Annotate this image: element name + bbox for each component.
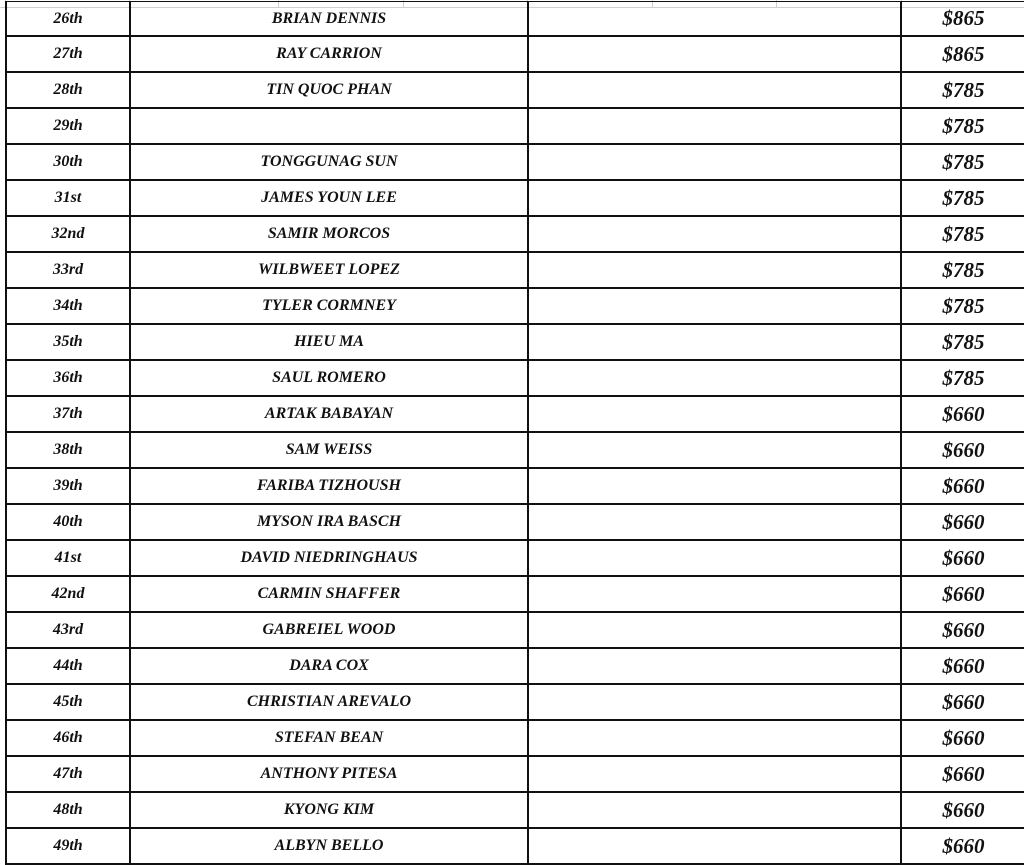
- rank-cell[interactable]: 40th: [6, 504, 130, 540]
- empty-cell[interactable]: [528, 504, 901, 540]
- empty-cell[interactable]: [528, 432, 901, 468]
- table-row[interactable]: [6, 792, 1024, 828]
- table-row[interactable]: [6, 576, 1024, 612]
- empty-cell[interactable]: [528, 684, 901, 720]
- empty-cell[interactable]: [528, 360, 901, 396]
- rank-cell[interactable]: 37th: [6, 396, 130, 432]
- table-row[interactable]: [6, 468, 1024, 504]
- prize-cell[interactable]: $660: [901, 648, 1024, 684]
- empty-cell[interactable]: [528, 612, 901, 648]
- name-cell[interactable]: KYONG KIM: [130, 792, 528, 828]
- empty-cell[interactable]: [528, 144, 901, 180]
- prize-cell[interactable]: $660: [901, 396, 1024, 432]
- name-cell[interactable]: SAM WEISS: [130, 432, 528, 468]
- empty-cell[interactable]: [528, 324, 901, 360]
- rank-cell[interactable]: 39th: [6, 468, 130, 504]
- prize-cell[interactable]: $785: [901, 180, 1024, 216]
- rank-cell[interactable]: 44th: [6, 648, 130, 684]
- empty-cell[interactable]: [528, 720, 901, 756]
- empty-cell[interactable]: [528, 108, 901, 144]
- rank-cell[interactable]: 26th: [6, 2, 130, 37]
- prize-cell[interactable]: $660: [901, 468, 1024, 504]
- table-row[interactable]: [6, 108, 1024, 144]
- empty-cell[interactable]: [528, 36, 901, 72]
- results-table: [5, 1, 1024, 865]
- name-cell[interactable]: TIN QUOC PHAN: [130, 72, 528, 108]
- table-row[interactable]: [6, 144, 1024, 180]
- table-row[interactable]: [6, 612, 1024, 648]
- rank-cell[interactable]: 28th: [6, 72, 130, 108]
- prize-cell[interactable]: $785: [901, 252, 1024, 288]
- prize-cell[interactable]: $785: [901, 216, 1024, 252]
- prize-cell[interactable]: $785: [901, 288, 1024, 324]
- empty-cell[interactable]: [528, 648, 901, 684]
- rank-cell[interactable]: 34th: [6, 288, 130, 324]
- table-row[interactable]: [6, 2, 1024, 37]
- table-row[interactable]: [6, 216, 1024, 252]
- empty-cell[interactable]: [528, 252, 901, 288]
- rank-cell[interactable]: 35th: [6, 324, 130, 360]
- name-cell[interactable]: FARIBA TIZHOUSH: [130, 468, 528, 504]
- prize-cell[interactable]: $660: [901, 792, 1024, 828]
- table-row[interactable]: [6, 288, 1024, 324]
- name-cell[interactable]: STEFAN BEAN: [130, 720, 528, 756]
- table-row[interactable]: [6, 396, 1024, 432]
- prize-cell[interactable]: $785: [901, 108, 1024, 144]
- table-row[interactable]: [6, 540, 1024, 576]
- name-cell[interactable]: CHRISTIAN AREVALO: [130, 684, 528, 720]
- prize-cell[interactable]: $660: [901, 504, 1024, 540]
- rank-cell[interactable]: 46th: [6, 720, 130, 756]
- prize-cell[interactable]: $660: [901, 684, 1024, 720]
- table-row[interactable]: [6, 756, 1024, 792]
- empty-cell[interactable]: [528, 72, 901, 108]
- rank-cell[interactable]: 48th: [6, 792, 130, 828]
- name-cell[interactable]: RAY CARRION: [130, 36, 528, 72]
- prize-cell[interactable]: $660: [901, 720, 1024, 756]
- prize-cell[interactable]: $660: [901, 432, 1024, 468]
- empty-cell[interactable]: [528, 540, 901, 576]
- name-cell[interactable]: TYLER CORMNEY: [130, 288, 528, 324]
- rank-cell[interactable]: 47th: [6, 756, 130, 792]
- name-cell[interactable]: ALBYN BELLO: [130, 828, 528, 864]
- rank-cell[interactable]: 45th: [6, 684, 130, 720]
- rank-cell[interactable]: 36th: [6, 360, 130, 396]
- results-table-body: [6, 2, 1024, 865]
- empty-cell[interactable]: [528, 792, 901, 828]
- prize-cell[interactable]: $785: [901, 324, 1024, 360]
- prize-cell[interactable]: $660: [901, 576, 1024, 612]
- prize-cell[interactable]: $785: [901, 360, 1024, 396]
- rank-cell[interactable]: 33rd: [6, 252, 130, 288]
- prize-cell[interactable]: $785: [901, 72, 1024, 108]
- table-row[interactable]: [6, 648, 1024, 684]
- prize-cell[interactable]: $660: [901, 540, 1024, 576]
- name-cell[interactable]: DAVID NIEDRINGHAUS: [130, 540, 528, 576]
- name-cell[interactable]: JAMES YOUN LEE: [130, 180, 528, 216]
- rank-cell[interactable]: 32nd: [6, 216, 130, 252]
- name-cell[interactable]: MYSON IRA BASCH: [130, 504, 528, 540]
- rank-cell[interactable]: 30th: [6, 144, 130, 180]
- name-cell[interactable]: CARMIN SHAFFER: [130, 576, 528, 612]
- empty-cell[interactable]: [528, 180, 901, 216]
- table-row[interactable]: [6, 432, 1024, 468]
- table-row[interactable]: [6, 828, 1024, 864]
- table-row[interactable]: [6, 684, 1024, 720]
- empty-cell[interactable]: [528, 828, 901, 864]
- name-cell[interactable]: SAUL ROMERO: [130, 360, 528, 396]
- name-cell[interactable]: TONGGUNAG SUN: [130, 144, 528, 180]
- empty-cell[interactable]: [528, 576, 901, 612]
- prize-cell[interactable]: $865: [901, 36, 1024, 72]
- prize-cell[interactable]: $660: [901, 828, 1024, 864]
- rank-cell[interactable]: 42nd: [6, 576, 130, 612]
- prize-cell[interactable]: $660: [901, 612, 1024, 648]
- empty-cell[interactable]: [528, 288, 901, 324]
- table-row[interactable]: [6, 360, 1024, 396]
- name-cell[interactable]: SAMIR MORCOS: [130, 216, 528, 252]
- table-row[interactable]: [6, 180, 1024, 216]
- rank-cell[interactable]: 27th: [6, 36, 130, 72]
- rank-cell[interactable]: 38th: [6, 432, 130, 468]
- empty-cell[interactable]: [528, 216, 901, 252]
- table-row[interactable]: [6, 252, 1024, 288]
- rank-cell[interactable]: 49th: [6, 828, 130, 864]
- table-row[interactable]: [6, 72, 1024, 108]
- name-cell[interactable]: [130, 108, 528, 144]
- name-cell[interactable]: DARA COX: [130, 648, 528, 684]
- rank-cell[interactable]: 31st: [6, 180, 130, 216]
- prize-cell[interactable]: $785: [901, 144, 1024, 180]
- name-cell[interactable]: GABREIEL WOOD: [130, 612, 528, 648]
- empty-cell[interactable]: [528, 468, 901, 504]
- empty-cell[interactable]: [528, 2, 901, 37]
- table-row[interactable]: [6, 504, 1024, 540]
- name-cell[interactable]: ARTAK BABAYAN: [130, 396, 528, 432]
- rank-cell[interactable]: 43rd: [6, 612, 130, 648]
- empty-cell[interactable]: [528, 756, 901, 792]
- table-row[interactable]: [6, 36, 1024, 72]
- rank-cell[interactable]: 29th: [6, 108, 130, 144]
- name-cell[interactable]: ANTHONY PITESA: [130, 756, 528, 792]
- prize-cell[interactable]: $660: [901, 756, 1024, 792]
- prize-cell[interactable]: $865: [901, 2, 1024, 37]
- table-row[interactable]: [6, 324, 1024, 360]
- name-cell[interactable]: BRIAN DENNIS: [130, 2, 528, 37]
- table-row[interactable]: [6, 720, 1024, 756]
- empty-cell[interactable]: [528, 396, 901, 432]
- name-cell[interactable]: WILBWEET LOPEZ: [130, 252, 528, 288]
- rank-cell[interactable]: 41st: [6, 540, 130, 576]
- name-cell[interactable]: HIEU MA: [130, 324, 528, 360]
